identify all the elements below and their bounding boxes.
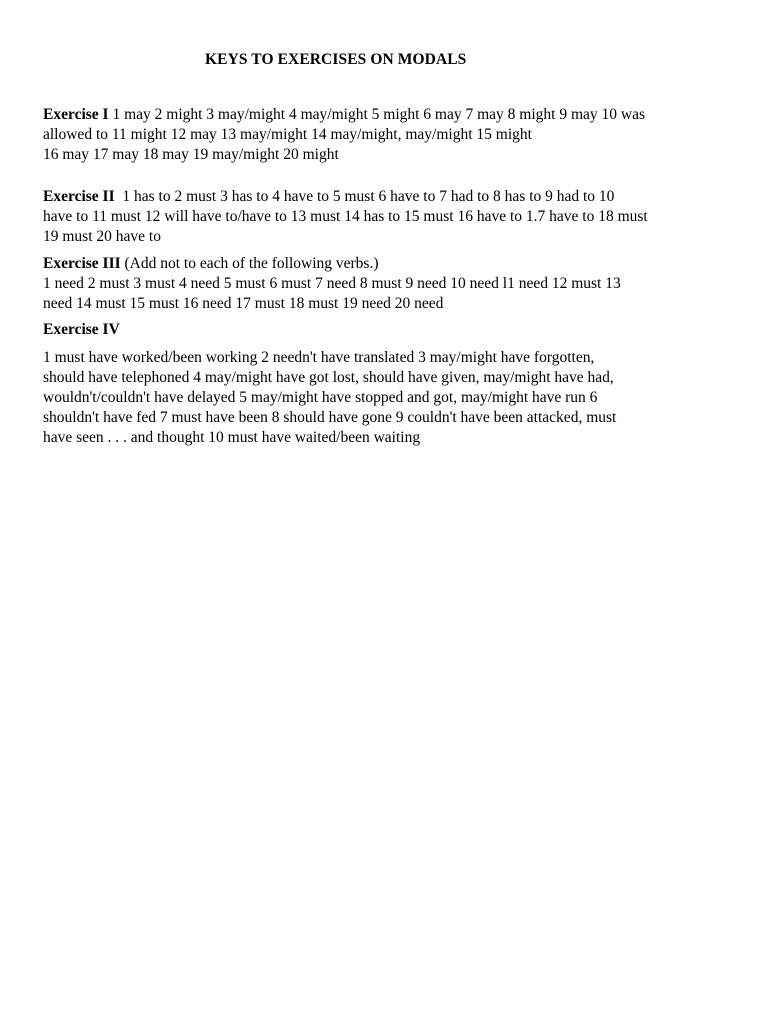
exercise-2-key bbox=[43, 187, 733, 247]
exercise-4-line-4: shouldn't have fed 7 must have been 8 should have gone 9 couldn't have been attacked, must bbox=[43, 409, 617, 426]
exercise-1-text: 1 may 2 might 3 may/might 4 may/might 5 might 6 may 7 may 8 might 9 may 10 was bbox=[108, 106, 646, 123]
exercise-1-line-1 bbox=[43, 105, 733, 125]
exercise-1-line-3: 16 may 17 may 18 may 19 may/might 20 might bbox=[43, 146, 339, 163]
exercise-2-text: 1 has to 2 must 3 has to 4 have to 5 must 6 have to 7 had to 8 has to 9 had to 10 bbox=[114, 188, 615, 205]
exercise-1-heading: Exercise I bbox=[43, 106, 109, 123]
exercise-4-line-2: should have telephoned 4 may/might have got lost, should have given, may/might have had, bbox=[43, 369, 614, 386]
exercise-1-key bbox=[43, 105, 733, 165]
exercise-3-note: (Add not to each of the following verbs.) bbox=[120, 255, 379, 272]
exercise-4-line-5: have seen . . . and thought 10 must have waited/been waiting bbox=[43, 429, 421, 446]
exercise-4-key bbox=[43, 348, 733, 448]
exercise-4-line-1: 1 must have worked/been working 2 needn't have translated 3 may/might have forgotten, bbox=[43, 349, 595, 366]
exercise-3-heading: Exercise III bbox=[43, 255, 121, 272]
exercise-2-line-1 bbox=[43, 187, 733, 207]
exercise-3-key bbox=[43, 254, 733, 314]
exercise-3-line-1 bbox=[43, 254, 733, 274]
exercise-3-line-3: need 14 must 15 must 16 need 17 must 18 must 19 need 20 need bbox=[43, 295, 444, 312]
exercise-4-heading: Exercise IV bbox=[43, 321, 120, 338]
exercise-3-line-2: 1 need 2 must 3 must 4 need 5 must 6 must 7 need 8 must 9 need 10 need l1 need 12 must 13 bbox=[43, 275, 621, 292]
exercise-1-line-2: allowed to 11 might 12 may 13 may/might 14 may/might, may/might 15 might bbox=[43, 126, 532, 143]
page-title: KEYS TO EXERCISES ON MODALS bbox=[205, 51, 467, 68]
exercise-2-line-3: 19 must 20 have to bbox=[43, 228, 161, 245]
exercise-2-line-2: have to 11 must 12 will have to/have to 13 must 14 has to 15 must 16 have to 1.7 have to 18 must bbox=[43, 208, 648, 225]
exercise-2-heading: Exercise II bbox=[43, 188, 115, 205]
exercise-4-line-3: wouldn't/couldn't have delayed 5 may/might have stopped and got, may/might have run 6 bbox=[43, 389, 598, 406]
